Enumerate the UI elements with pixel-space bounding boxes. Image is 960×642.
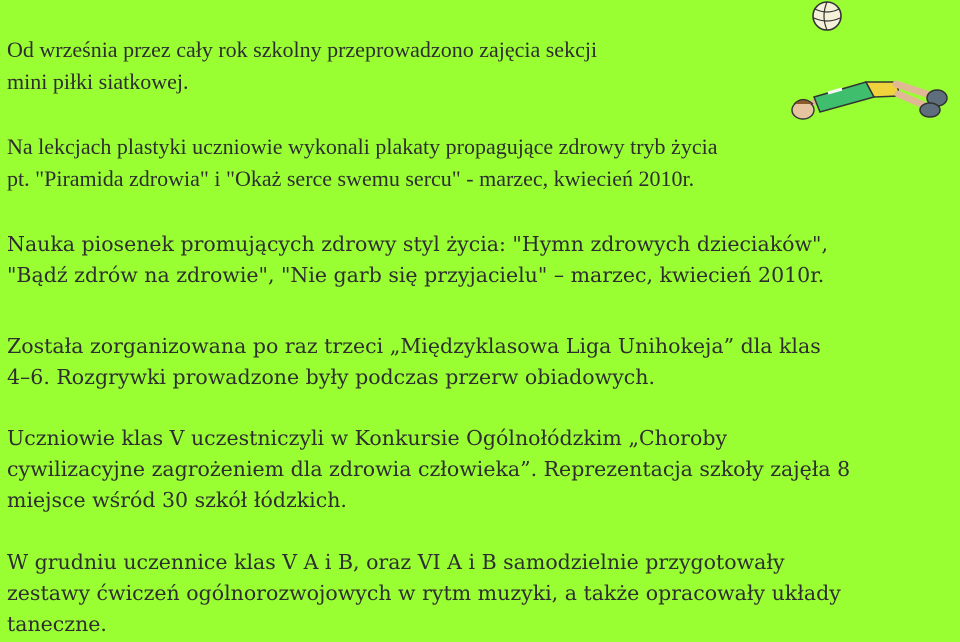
paragraph-line: cywilizacyjne zagrożeniem dla zdrowia człowieka”. Reprezentacja szkoły zajęła 8 <box>7 457 851 481</box>
paragraph-line: zestawy ćwiczeń ogólnorozwojowych w rytm muzyki, a także opracowały układy <box>7 581 841 605</box>
paragraph-art-posters <box>7 131 717 195</box>
paragraph-mini-volleyball <box>7 34 597 98</box>
volleyball-icon <box>813 2 841 30</box>
paragraph-line: Na lekcjach plastyki uczniowie wykonali plakaty propagujące zdrowy tryb życia <box>7 134 718 159</box>
paragraph-competition <box>7 423 850 516</box>
paragraph-line: pt. "Piramida zdrowia" i "Okaż serce swemu sercu" - marzec, kwiecień 2010r. <box>7 166 695 191</box>
paragraph-line: Nauka piosenek promujących zdrowy styl życia: "Hymn zdrowych dzieciaków", <box>7 232 828 256</box>
paragraph-line: 4–6. Rozgrywki prowadzone były podczas przerw obiadowych. <box>7 365 655 389</box>
paragraph-line: W grudniu uczennice klas V A i B, oraz VI A i B samodzielnie przygotowały <box>7 550 785 574</box>
paragraph-line: taneczne. <box>7 612 107 636</box>
paragraph-line: Została zorganizowana po raz trzeci „Międzyklasowa Liga Unihokeja” dla klas <box>7 334 821 358</box>
paragraph-dance-routines <box>7 547 841 640</box>
paragraph-line: Uczniowie klas V uczestniczyli w Konkursie Ogólnołódzkim „Choroby <box>7 426 728 450</box>
paragraph-line: mini piłki siatkowej. <box>7 69 189 94</box>
paragraph-floorball-league <box>7 331 821 393</box>
player-figure <box>792 82 947 119</box>
paragraph-line: Od września przez cały rok szkolny przeprowadzono zajęcia sekcji <box>7 37 598 62</box>
paragraph-line: "Bądź zdrów na zdrowie", "Nie garb się przyjacielu" – marzec, kwiecień 2010r. <box>7 263 825 287</box>
paragraph-line: miejsce wśród 30 szkół łódzkich. <box>7 488 347 512</box>
volleyball-player-diving-icon <box>770 0 960 150</box>
paragraph-songs <box>7 229 828 291</box>
